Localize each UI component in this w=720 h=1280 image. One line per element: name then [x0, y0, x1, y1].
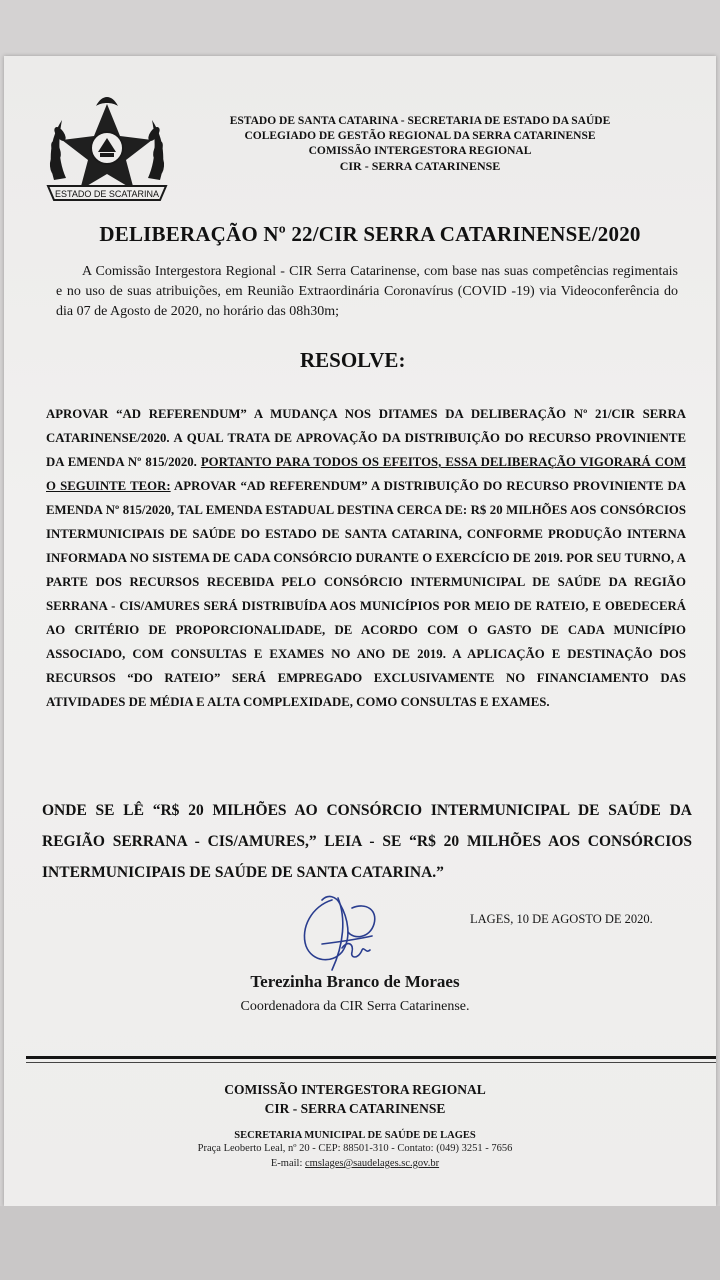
resolution-body [46, 402, 686, 714]
document-title: DELIBERAÇÃO Nº 22/CIR SERRA CATARINENSE/2020 [99, 222, 641, 246]
state-seal-emblem [40, 90, 174, 210]
footer-email-label: E-mail: [270, 1158, 306, 1169]
letterhead-line-4: CIR - SERRA CATARINENSE [339, 159, 501, 173]
background-surface [0, 1206, 720, 1280]
footer-divider [26, 1056, 716, 1059]
letterhead-line-1: ESTADO DE SANTA CATARINA - SECRETARIA DE ESTADO DA SAÚDE [229, 115, 611, 127]
letterhead-line-2: COLEGIADO DE GESTÃO REGIONAL DA SERRA CATARINENSE [244, 130, 596, 142]
footer-email-link[interactable]: cmslages@saudelages.sc.gov.br [305, 1158, 440, 1169]
intro-text: A Comissão Intergestora Regional - CIR Serra Catarinense, com base nas suas competências regimentais e no uso de suas atribuições, em Reunião Extraordinária Coronavírus (COVID -19) via Videoconferência do dia 07 de Agosto de 2020, no horário das 08h30m; [56, 264, 678, 319]
letterhead [200, 114, 640, 174]
handwritten-signature [292, 888, 402, 978]
correction-paragraph: ONDE SE LÊ “R$ 20 MILHÕES AO CONSÓRCIO INTERMUNICIPAL DE SAÚDE DA REGIÃO SERRANA - CIS/AMURES,” LEIA - SE “R$ 20 MILHÕES AOS CONSÓRCIOS INTERMUNICIPAIS DE SAÚDE DE SANTA CATARINA.” [42, 802, 692, 881]
body-underlined-text: PORTANTO PARA TODOS OS EFEITOS, ESSA DELIBERAÇÃO VIGORARÁ COM O SEGUINTE TEOR: [46, 455, 686, 493]
body-text-part-1: APROVAR “AD REFERENDUM” A MUDANÇA NOS DITAMES DA DELIBERAÇÃO Nº 21/CIR SERRA CATARINENSE/2020. A QUAL TRATA DE APROVAÇÃO DA DISTRIBUIÇÃO DO RECURSO PROVINIENTE DA EMENDA Nº 815/2020. [46, 407, 686, 469]
footer-line-1: COMISSÃO INTERGESTORA REGIONAL [224, 1082, 486, 1097]
footer-line-3: SECRETARIA MUNICIPAL DE SAÚDE DE LAGES [234, 1130, 476, 1141]
seal-ribbon-text: ESTADO DE SCATARINA [54, 189, 160, 199]
body-text-part-2: APROVAR “AD REFERENDUM” A DISTRIBUIÇÃO DO RECURSO PROVINIENTE DA EMENDA Nº 815/2020, TAL EMENDA ESTADUAL DESTINA CERCA DE: R$ 20 MILHÕES AOS CONSÓRCIOS INTERMUNICIPAIS DE SAÚDE DO ESTADO DE SANTA CATARINA, CONFORME PRODUÇÃO INTERNA INFORMADA NO SISTEMA DE CADA CONSÓRCIO DURANTE O EXERCÍCIO DE 2019. POR SEU TURNO, A PARTE DOS RECURSOS RECEBIDA PELO CONSÓRCIO INTERMUNICIPAL DE SAÚDE DA REGIÃO SERRANA - CIS/AMURES SERÁ DISTRIBUÍDA AOS MUNICÍPIOS POR MEIO DE RATEIO, E OBEDECERÁ AO CRITÉRIO DE PROPORCIONALIDADE, DE ACORDO COM O GASTO DE CADA MUNICÍPIO ASSOCIADO, COM CONSULTAS E EXAMES NO ANO DE 2019. A APLICAÇÃO E DESTINAÇÃO DOS RECURSOS “DO RATEIO” SERÁ EMPREGADO EXCLUSIVAMENTE NO FINANCIAMENTO DAS ATIVIDADES DE MÉDIA E ALTA COMPLEXIDADE, COMO CONSULTAS E EXAMES. [46, 479, 687, 709]
footer-divider-thin [26, 1062, 716, 1063]
signer-role: Coordenadora da CIR Serra Catarinense. [240, 999, 470, 1014]
footer-line-2: CIR - SERRA CATARINENSE [264, 1101, 446, 1116]
place-and-date: LAGES, 10 DE AGOSTO DE 2020. [470, 912, 653, 926]
signer-name: Terezinha Branco de Moraes [250, 972, 460, 991]
footer [150, 1080, 560, 1171]
letterhead-line-3: COMISSÃO INTERGESTORA REGIONAL [308, 145, 532, 157]
footer-email-line [150, 1156, 560, 1171]
footer-line-4: Praça Leoberto Leal, nº 20 - CEP: 88501-310 - Contato: (049) 3251 - 7656 [197, 1143, 513, 1154]
resolve-heading: RESOLVE: [300, 348, 406, 372]
intro-paragraph [56, 262, 678, 322]
